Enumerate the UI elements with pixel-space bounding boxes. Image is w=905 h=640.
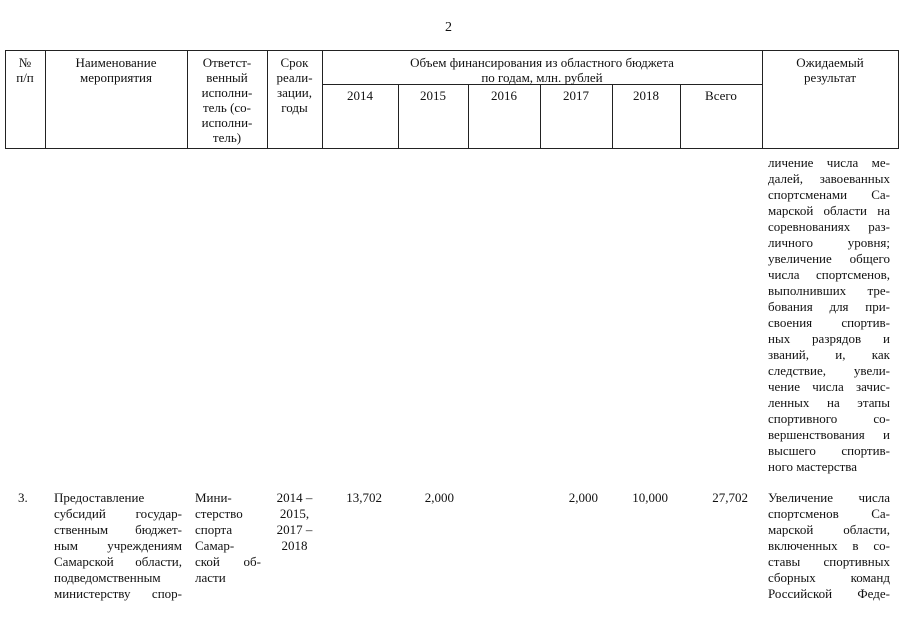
continued-result-text: личение числа ме- далей, завоеванных спортсменами Са- марской области на соревнованиях раз- личного уровня; увеличение общего числа спортсменов, выполнивших тре- бования для при- своения спортив- ных разрядов и званий, и, как следствие, увели- чение числа зачис- ленных на этапы спортивного со- вершенствования и высшего спортив- ного мастерства [768, 155, 890, 474]
header-year-2018: 2018 [633, 88, 659, 103]
row3-2018: 10,000 [632, 490, 668, 505]
table-right-border [898, 50, 899, 149]
header-year-2016: 2016 [491, 88, 517, 103]
row3-executor: Мини- стерство спорта Самар- ской об- ласти [195, 490, 261, 585]
row3-2015: 2,000 [424, 490, 454, 505]
header-name: Наименование мероприятия [75, 55, 157, 85]
row3-total: 27,702 [712, 490, 748, 505]
table-top-border [5, 50, 899, 51]
header-result: Ожидаемый результат [796, 55, 864, 85]
header-financing: Объем финансирования из областного бюджета по годам, млн. рублей [410, 55, 674, 85]
header-term: Срок реали- зации, годы [276, 55, 313, 115]
header-num: № п/п [16, 55, 34, 85]
header-total: Всего [705, 88, 737, 103]
row3-2014: 13,702 [346, 490, 382, 505]
header-year-2014: 2014 [347, 88, 373, 103]
row3-result: Увеличение числа спортсменов Са- марской области, включенных в со- ставы спортивных сборных команд Российской Феде- [768, 490, 890, 601]
row3-term: 2014 – 2015, 2017 – 2018 [276, 490, 313, 553]
header-year-2017: 2017 [563, 88, 589, 103]
header-executor: Ответст- венный исполни- тель (со- исполни- тель) [201, 55, 253, 145]
header-year-2015: 2015 [420, 88, 446, 103]
row3-2017: 2,000 [568, 490, 598, 505]
row3-number: 3. [18, 490, 28, 505]
header-bottom-border [5, 148, 899, 149]
page-number: 2 [445, 20, 452, 35]
row3-name: Предоставление субсидий государ- ственным бюджет- ным учреждениям Самарской области, подведомственным министерству спор- [54, 490, 182, 601]
